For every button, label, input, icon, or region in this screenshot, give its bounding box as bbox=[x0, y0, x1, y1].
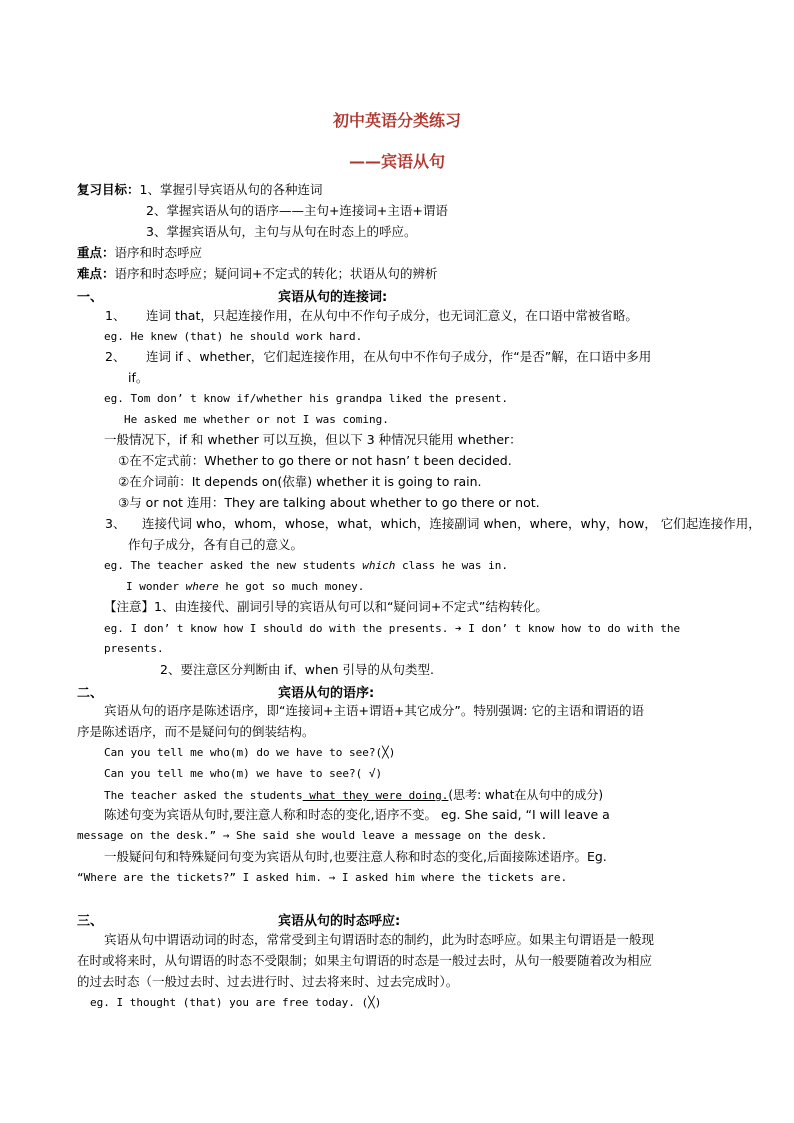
s2-para-1-line-1: 宾语从句的语序是陈述语序，即“连接词+主语+谓语+其它成分”。特别强调: 它的主语和谓语的语 bbox=[104, 703, 645, 718]
s1-item-2-number: 2、 bbox=[105, 349, 126, 364]
s1-note-2: 2、要注意区分判断由 if、when 引导的从句类型. bbox=[160, 662, 435, 677]
s1-note-example-cont: presents. bbox=[104, 642, 164, 655]
example-text: class he was in. bbox=[395, 559, 508, 572]
goal-item-3: 3、掌握宾语从句，主句与从句在时态上的呼应。 bbox=[146, 224, 417, 239]
example-emphasis: which bbox=[362, 559, 396, 572]
s1-item-3-number: 3、 bbox=[105, 516, 126, 531]
s1-item-2-text-cont: if。 bbox=[128, 370, 149, 385]
s1-item-3-example-1 bbox=[104, 557, 508, 575]
s2-example-2: Can you tell me who(m) we have to see?( √) bbox=[104, 767, 383, 780]
section-1-number: 一、 bbox=[77, 290, 104, 305]
s2-example-3 bbox=[104, 786, 603, 805]
s1-note-example bbox=[104, 620, 680, 638]
right-arrow-icon: ➔ bbox=[455, 622, 462, 635]
section-3-heading: 宾语从句的时态呼应: bbox=[278, 914, 401, 929]
section-1-heading: 宾语从句的连接词: bbox=[278, 290, 388, 305]
s3-para-line-3: 的过去时态（一般过去时、过去进行时、过去将来时、过去完成时）。 bbox=[77, 974, 459, 989]
section-3-number: 三、 bbox=[77, 914, 104, 929]
s1-item-3-example-2 bbox=[126, 578, 364, 596]
s3-para-line-2: 在时或将来时，从句谓语的时态不受限制；如果主句谓语的时态是一般过去时，从句一般要随着改为相应 bbox=[77, 953, 653, 968]
key-point-text: 语序和时态呼应 bbox=[114, 245, 203, 260]
s1-item-1-example: eg. He knew (that) he should work hard. bbox=[104, 330, 363, 343]
difficulty-text: 语序和时态呼应；疑问词+不定式的转化；状语从句的辨析 bbox=[114, 266, 438, 281]
s2-para-3-line-2: “Where are the tickets?” I asked him. → I asked him where the tickets are. bbox=[77, 871, 568, 884]
s1-note-1: 【注意】1、由连接代、副词引导的宾语从句可以和“疑问词+不定式”结构转化。 bbox=[104, 599, 548, 614]
s1-item-1-number: 1、 bbox=[105, 308, 126, 323]
section-2-heading: 宾语从句的语序: bbox=[278, 686, 375, 701]
example-text: eg. The teacher asked the new students bbox=[104, 559, 363, 572]
example-note: (思考: what在从句中的成分) bbox=[448, 788, 604, 802]
example-text: I don’ t know how to do with the bbox=[468, 622, 681, 635]
s2-para-3-line-1: 一般疑问句和特殊疑问句变为宾语从句时,也要注意人称和时态的变化,后面接陈述语序。Eg. bbox=[104, 849, 607, 864]
s1-item-3-text-cont: 作句子成分，各有自己的意义。 bbox=[128, 537, 304, 552]
s3-para-line-1: 宾语从句中谓语动词的时态，常常受到主句谓语时态的制约，此为时态呼应。如果主句谓语是一般现 bbox=[104, 932, 655, 947]
s1-item-2-example-1: eg. Tom don’ t know if/whether his grandpa liked the present. bbox=[104, 392, 508, 405]
s1-case-3: ③与 or not 连用：They are talking about whether to go there or not. bbox=[118, 495, 540, 510]
s2-para-2-line-1: 陈述句变为宾语从句时,要注意人称和时态的变化,语序不变。 eg. She said, “I will leave a bbox=[104, 807, 610, 822]
s1-item-2-text: 连词 if 、whether，它们起连接作用，在从句中不作句子成分，作“是否”解，在口语中多用 bbox=[146, 349, 652, 364]
s2-example-1: Can you tell me who(m) do we have to see?(╳) bbox=[104, 746, 396, 759]
goals-line-1 bbox=[77, 181, 322, 199]
example-underlined: what they were doing. bbox=[302, 789, 449, 802]
s3-example: eg. I thought (that) you are free today. (╳) bbox=[90, 996, 382, 1009]
s1-item-3-text: 连接代词 who，whom，whose，what，which，连接副词 when，where，why，how， 它们起连接作用， bbox=[142, 516, 761, 531]
s1-case-2: ②在介词前：It depends on(依靠) whether it is going to rain. bbox=[118, 474, 482, 489]
example-text: he got so much money. bbox=[218, 580, 365, 593]
key-point-line bbox=[77, 244, 202, 262]
example-emphasis: where bbox=[185, 580, 219, 593]
s2-para-2-line-2: message on the desk.” → She said she would leave a message on the desk. bbox=[77, 829, 548, 842]
s1-item-2-example-2: He asked me whether or not I was coming. bbox=[124, 413, 389, 426]
s1-item-1-text: 连词 that，只起连接作用，在从句中不作句子成分，也无词汇意义，在口语中常被省略。 bbox=[146, 308, 638, 323]
difficulty-label: 难点： bbox=[77, 266, 115, 281]
example-text: eg. I don’ t know how I should do with the presents. bbox=[104, 622, 449, 635]
document-subtitle: ——宾语从句 bbox=[348, 152, 445, 171]
s1-case-1: ①在不定式前：Whether to go there or not hasn’ t been decided. bbox=[118, 453, 512, 468]
goal-item-2: 2、掌握宾语从句的语序——主句+连接词+主语+谓语 bbox=[146, 203, 448, 218]
example-text: The teacher asked the students bbox=[104, 789, 303, 802]
goal-item-1: 1、掌握引导宾语从句的各种连词 bbox=[139, 182, 323, 197]
s1-general-rule: 一般情况下，if 和 whether 可以互换，但以下 3 种情况只能用 whether： bbox=[104, 432, 522, 447]
goals-label: 复习目标： bbox=[77, 182, 140, 197]
document-title: 初中英语分类练习 bbox=[332, 111, 461, 130]
s2-para-1-line-2: 序是陈述语序，而不是疑问句的倒装结构。 bbox=[77, 724, 315, 739]
example-text: I wonder bbox=[126, 580, 186, 593]
section-2-number: 二、 bbox=[77, 686, 104, 701]
difficulty-line bbox=[77, 265, 438, 283]
key-point-label: 重点： bbox=[77, 245, 115, 260]
